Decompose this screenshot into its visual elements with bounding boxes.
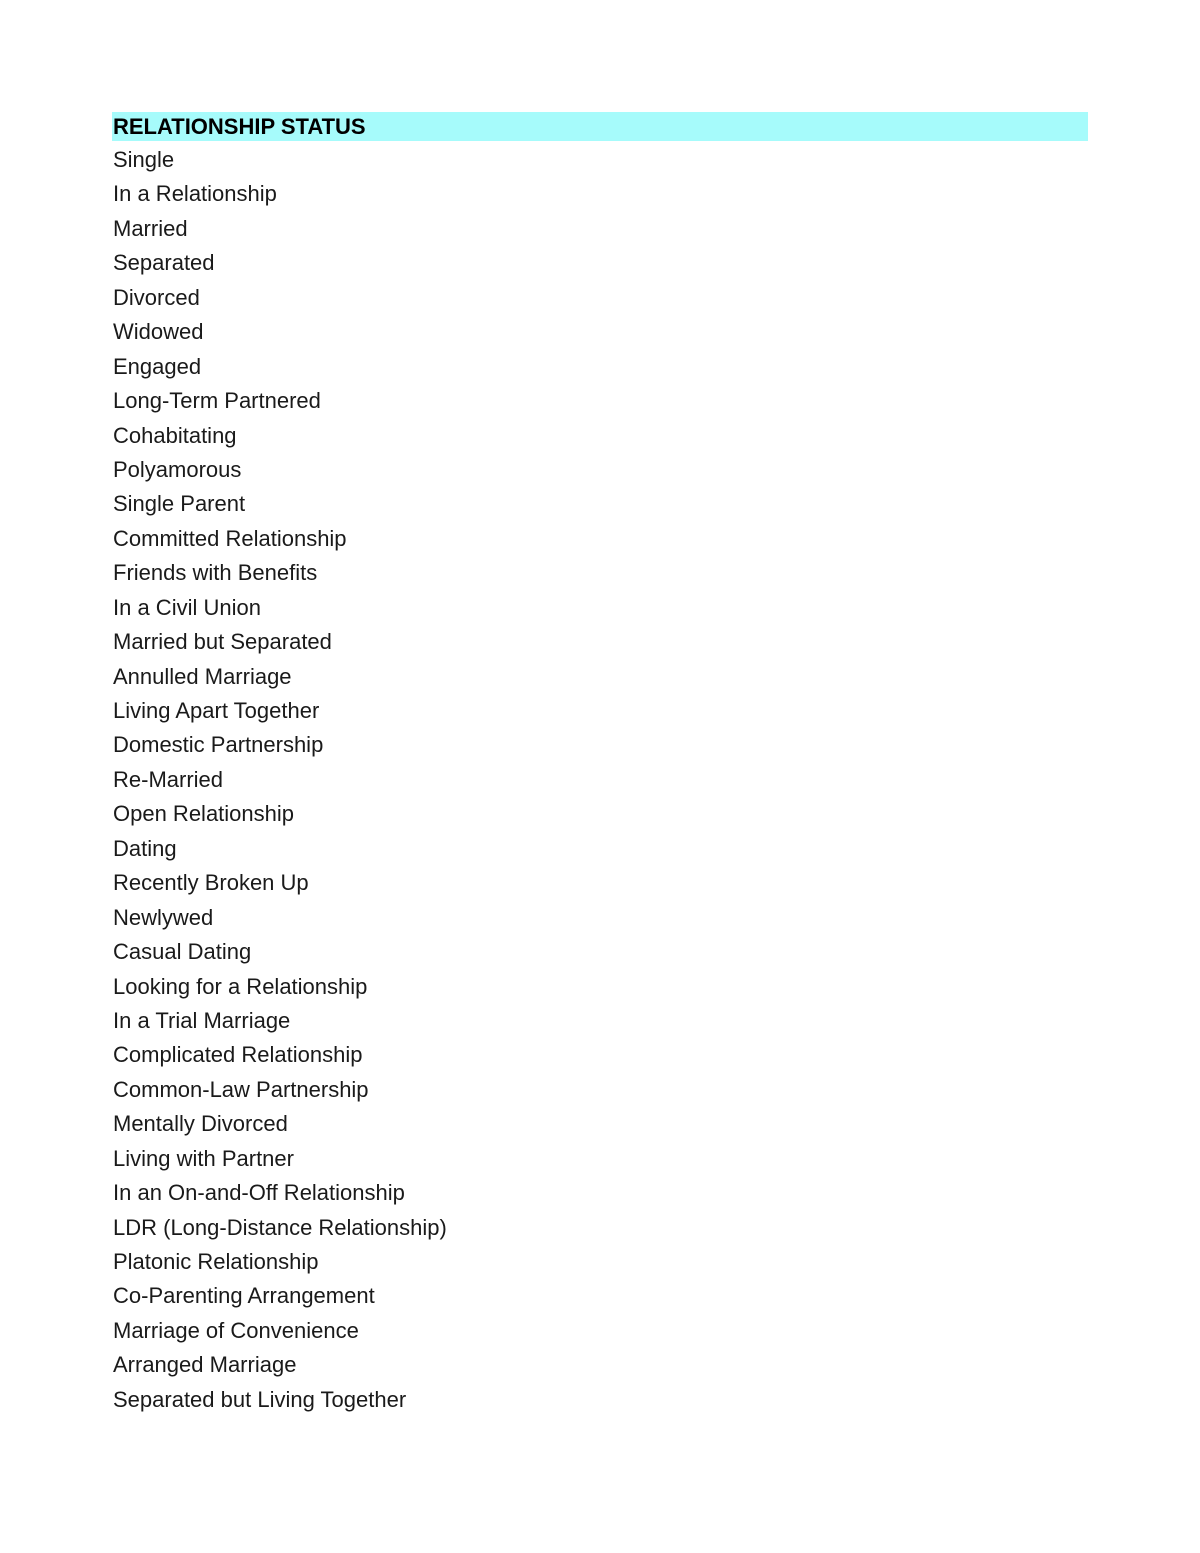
status-list xyxy=(112,141,1088,1415)
list-item: Married but Separated xyxy=(113,629,332,655)
list-item: Platonic Relationship xyxy=(113,1249,319,1274)
list-item: In a Relationship xyxy=(113,181,277,207)
list-item: In an On-and-Off Relationship xyxy=(113,1180,405,1206)
list-item: Dating xyxy=(113,835,177,861)
list-item: Arranged Marriage xyxy=(113,1352,297,1378)
list-item: Re-Married xyxy=(113,766,224,792)
list-item: Cohabitating xyxy=(113,422,237,448)
list-item: Separated but Living Together xyxy=(113,1386,407,1412)
list-item: Living with Partner xyxy=(113,1145,294,1171)
list-item: In a Civil Union xyxy=(113,594,261,620)
list-item: Engaged xyxy=(113,353,202,379)
list-item: Looking for a Relationship xyxy=(113,973,368,999)
list-item: LDR (Long-Distance Relationship) xyxy=(113,1214,447,1240)
list-item: Common-Law Partnership xyxy=(113,1076,369,1102)
list-item: Committed Relationship xyxy=(113,525,347,551)
list-item: Recently Broken Up xyxy=(113,870,309,896)
list-item: Annulled Marriage xyxy=(113,663,292,689)
list-item: Separated xyxy=(113,250,215,276)
relationship-status-sheet xyxy=(112,112,1088,1415)
list-item: Living Apart Together xyxy=(113,698,320,723)
list-item: Co-Parenting Arrangement xyxy=(113,1283,375,1309)
list-item: Open Relationship xyxy=(113,801,295,827)
column-header: RELATIONSHIP STATUS xyxy=(112,112,1088,141)
list-item: In a Trial Marriage xyxy=(113,1007,291,1033)
list-item: Single xyxy=(113,147,175,172)
list-item: Friends with Benefits xyxy=(113,560,318,586)
list-item: Marriage of Convenience xyxy=(113,1317,359,1343)
list-item: Domestic Partnership xyxy=(113,732,324,758)
list-item: Newlywed xyxy=(113,904,214,930)
list-item: Complicated Relationship xyxy=(113,1042,363,1068)
list-item: Long-Term Partnered xyxy=(113,388,321,414)
list-item: Single Parent xyxy=(113,491,246,517)
list-item: Polyamorous xyxy=(113,456,242,482)
list-item: Divorced xyxy=(113,284,200,310)
list-item: Casual Dating xyxy=(113,939,252,965)
list-item: Mentally Divorced xyxy=(113,1111,288,1137)
list-item: Married xyxy=(113,215,188,241)
list-item: Widowed xyxy=(113,319,204,345)
